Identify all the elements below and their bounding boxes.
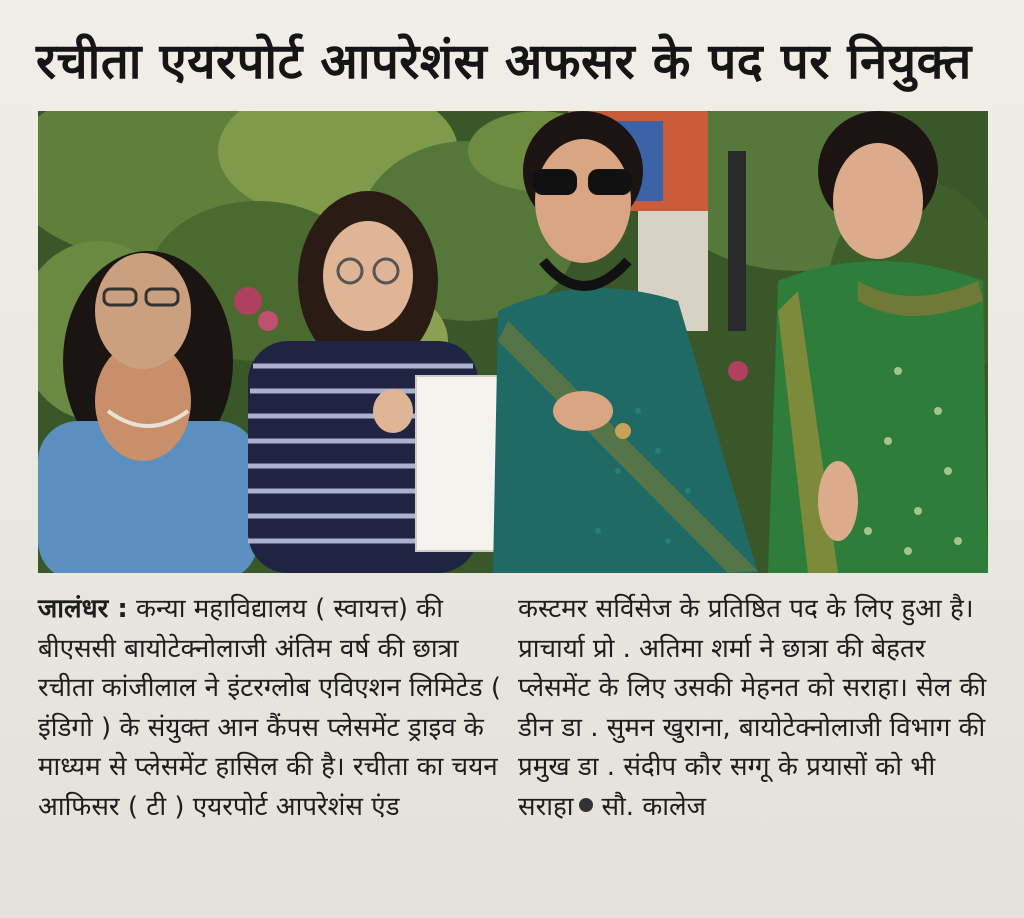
photo-credit: सौ. कालेज — [601, 791, 706, 822]
bullet-dot-icon — [579, 798, 593, 812]
headline: रचीता एयरपोर्ट आपरेशंस अफसर के पद पर नियुक्त — [36, 33, 972, 90]
article-column-1 — [38, 590, 508, 827]
article-text-col2: कस्टमर सर्विसेज के प्रतिष्ठित पद के लिए हुआ है। प्राचार्या प्रो . अतिमा शर्मा ने छात्रा की बेहतर प्लेसमेंट के लिए उसकी मेहनत को सराहा। सेल की डीन डा . सुमन खुराना, बायोटेक्नोलाजी विभाग की प्रमुख डा . संदीप कौर सग्गू के प्रयासों को भी सराहा — [518, 594, 987, 822]
dateline: जालंधर : — [38, 594, 128, 624]
article-column-2 — [518, 590, 988, 827]
news-photo — [38, 111, 988, 573]
article-text-col1: कन्या महाविद्यालय ( स्वायत्त) की बीएससी बायोटेक्नोलाजी अंतिम वर्ष की छात्रा रचीता कांजीलाल ने इंटरग्लोब एविएशन लिमिटेड ( इंडिगो ) के संयुक्त आन कैंपस प्लेसमेंट ड्राइव के माध्यम से प्लेसमेंट हासिल की है। रचीता का चयन आफिसर ( टी ) एयरपोर्ट आपरेशंस एंड — [38, 594, 502, 822]
